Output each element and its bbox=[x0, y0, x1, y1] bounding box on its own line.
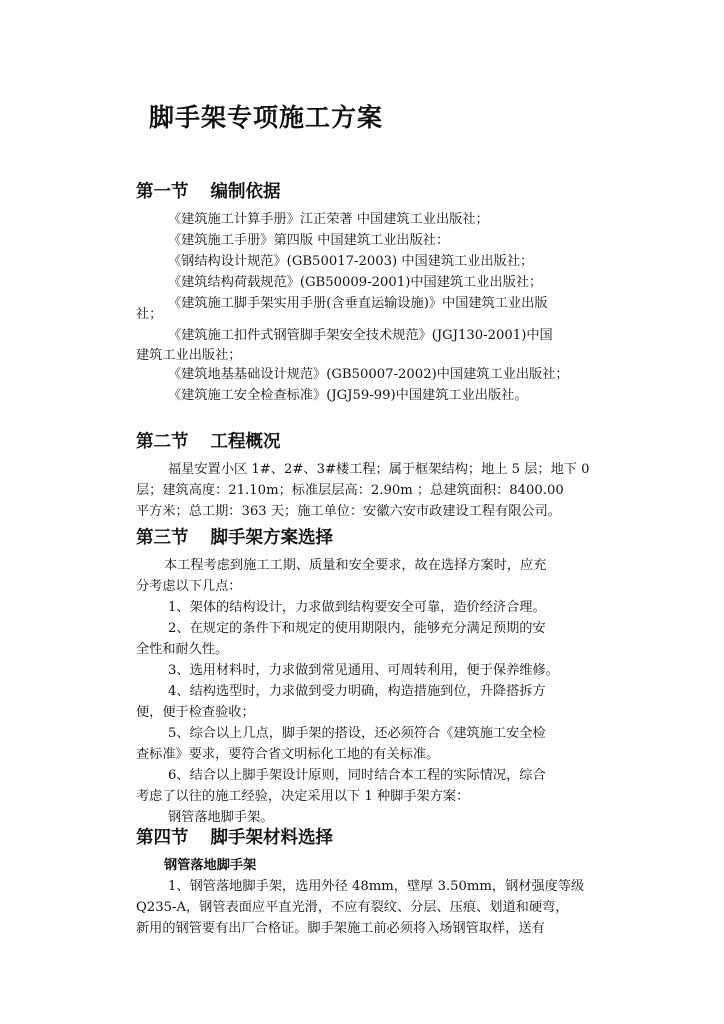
s1-line-6: 社； bbox=[136, 307, 163, 322]
s2-line-2: 层；建筑高度：21.10m；标准层层高：2.90m ；总建筑面积：8400.00 bbox=[136, 483, 564, 498]
section-3-number: 第三节 bbox=[136, 528, 189, 548]
s4-line-3: 新用的钢管要有出厂合格证。脚手架施工前必须将入场钢管取样，送有 bbox=[136, 921, 545, 936]
s1-line-8: 建筑工业出版社； bbox=[136, 348, 242, 363]
s2-line-3: 平方米；总工期：363 天；施工单位：安徽六安市政建设工程有限公司。 bbox=[136, 504, 561, 519]
s3-line-2: 分考虑以下几点： bbox=[136, 579, 242, 594]
s3-line-11: 6、结合以上脚手架设计原则，同时结合本工程的实际情况，综合 bbox=[168, 768, 546, 783]
section-2-heading bbox=[136, 429, 281, 455]
s1-line-9: 《建筑地基基础设计规范》(GB50007-2002)中国建筑工业出版社； bbox=[168, 367, 569, 382]
section-1-number: 第一节 bbox=[136, 182, 189, 202]
s2-line-1: 福星安置小区 1#、2#、3#楼工程；属于框架结构；地上 5 层；地下 0 bbox=[168, 462, 590, 477]
s3-line-8: 便，便于检查验收； bbox=[136, 705, 255, 720]
s3-line-7: 4、结构选型时，力求做到受力明确，构造措施到位，升降搭拆方 bbox=[168, 684, 546, 699]
s4-line-2: Q235-A，钢管表面应平直光滑，不应有裂纹、分层、压痕、划道和硬弯， bbox=[136, 900, 569, 915]
s3-line-5: 全性和耐久性。 bbox=[136, 642, 229, 657]
document-title: 脚手架专项施工方案 bbox=[149, 103, 384, 132]
section-4-title: 脚手架材料选择 bbox=[210, 828, 333, 848]
section-1-title: 编制依据 bbox=[210, 182, 281, 202]
section-2-title: 工程概况 bbox=[210, 432, 281, 452]
s3-line-3: 1、架体的结构设计，力求做到结构要安全可靠，造价经济合理。 bbox=[168, 600, 546, 615]
s3-line-9: 5、综合以上几点，脚手架的搭设，还必须符合《建筑施工安全检 bbox=[168, 726, 546, 741]
s3-line-6: 3、选用材料时，力求做到常见通用、可周转利用，便于保养维修。 bbox=[168, 663, 559, 678]
s1-line-1: 《建筑施工计算手册》江正荣著 中国建筑工业出版社； bbox=[168, 212, 489, 227]
s1-line-5: 《建筑施工脚手架实用手册(含垂直运输设施)》中国建筑工业出版 bbox=[168, 296, 548, 311]
section-1-heading bbox=[136, 179, 281, 205]
s3-line-4: 2、在规定的条件下和规定的使用期限内，能够充分满足预期的安 bbox=[168, 621, 546, 636]
s1-line-4: 《建筑结构荷载规范》(GB50009-2001)中国建筑工业出版社； bbox=[168, 275, 543, 290]
s4-line-1: 1、钢管落地脚手架，选用外径 48mm，壁厚 3.50mm，钢材强度等级 bbox=[168, 879, 585, 894]
section-4-heading bbox=[136, 825, 333, 851]
s3-line-1: 本工程考虑到施工工期、质量和安全要求，故在选择方案时，应充 bbox=[164, 558, 547, 573]
s1-line-10: 《建筑施工安全检查标准》(JGJ59-99)中国建筑工业出版社。 bbox=[168, 388, 528, 403]
s4-subheading: 钢管落地脚手架 bbox=[164, 858, 257, 873]
s1-line-7: 《建筑施工扣件式钢管脚手架安全技术规范》(JGJ130-2001)中国 bbox=[168, 328, 553, 343]
section-4-number: 第四节 bbox=[136, 828, 189, 848]
section-3-heading bbox=[136, 525, 333, 551]
section-2-number: 第二节 bbox=[136, 432, 189, 452]
s3-line-13: 钢管落地脚手架。 bbox=[168, 810, 274, 825]
s1-line-3: 《钢结构设计规范》(GB50017-2003) 中国建筑工业出版社； bbox=[168, 254, 534, 269]
s3-line-10: 查标准》要求，要符合省文明标化工地的有关标准。 bbox=[136, 747, 440, 762]
s1-line-2: 《建筑施工手册》第四版 中国建筑工业出版社： bbox=[168, 233, 450, 248]
s3-line-12: 考虑了以往的施工经验，决定采用以下 1 种脚手架方案： bbox=[136, 789, 470, 804]
section-3-title: 脚手架方案选择 bbox=[210, 528, 333, 548]
